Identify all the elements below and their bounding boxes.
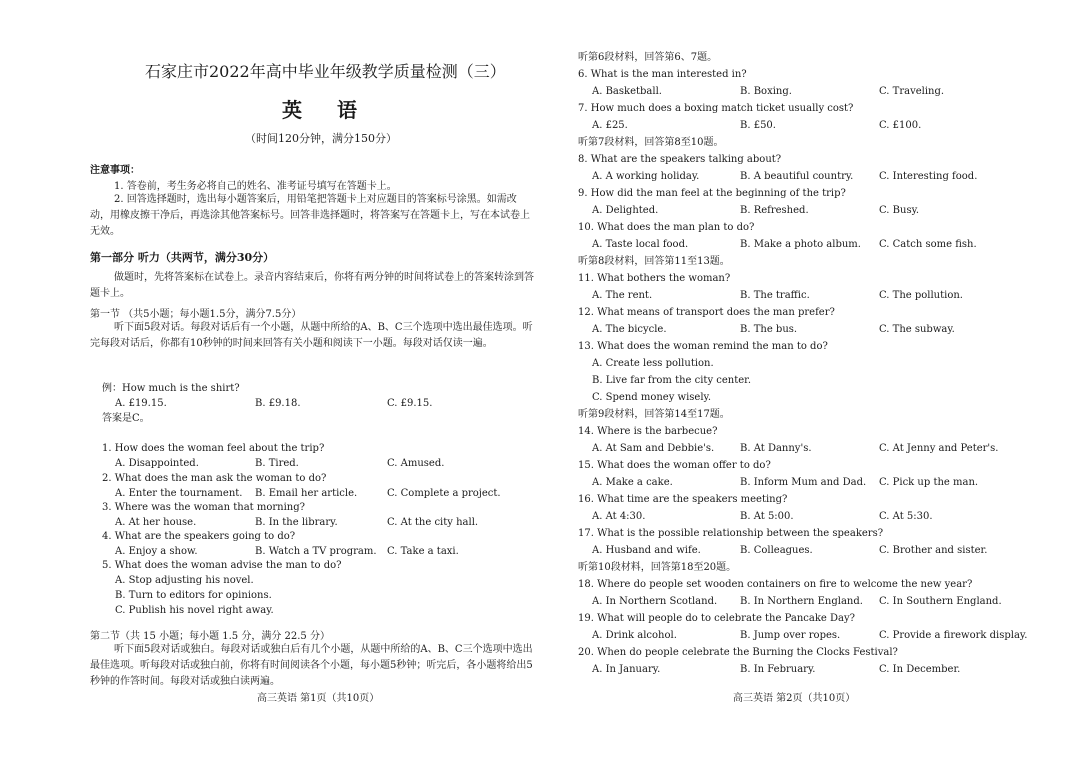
option-b: B. Jump over ropes. xyxy=(740,630,841,641)
option-a: A. In Northern Scotland. xyxy=(592,596,718,607)
material-6-heading: 听第6段材料，回答第6、7题。 xyxy=(578,52,718,63)
material-9-heading: 听第9段材料，回答第14至17题。 xyxy=(578,409,730,420)
option-a: A. Create less pollution. xyxy=(592,358,714,369)
question-text: 9. How did the man feel at the beginning of the trip? xyxy=(578,188,846,199)
option-c: C. £100. xyxy=(879,120,922,131)
material-10-heading: 听第10段材料，回答第18至20题。 xyxy=(578,562,737,573)
option-b: B. £50. xyxy=(740,120,776,131)
page-footer: 高三英语 第2页（共10页） xyxy=(733,693,856,704)
option-b: B. The traffic. xyxy=(740,290,810,301)
option-a: A. At 4:30. xyxy=(592,511,646,522)
question-text: 20. When do people celebrate the Burning the Clocks Festival? xyxy=(578,647,898,658)
option-c: C. Pick up the man. xyxy=(879,477,979,488)
question-text: 5. What does the woman advise the man to do? xyxy=(102,560,342,571)
option-c: C. Provide a firework display. xyxy=(879,630,1028,641)
option-a: A. The rent. xyxy=(592,290,653,301)
example-option-c: C. £9.15. xyxy=(387,398,433,409)
option-a: A. In January. xyxy=(592,664,661,675)
option-c: C. At 5:30. xyxy=(879,511,933,522)
option-a: A. £25. xyxy=(592,120,628,131)
option-a: A. At Sam and Debbie's. xyxy=(592,443,715,454)
option-c: C. The subway. xyxy=(879,324,955,335)
question-text: 1. How does the woman feel about the trip? xyxy=(102,443,325,454)
option-b: B. In February. xyxy=(740,664,816,675)
option-c: C. Take a taxi. xyxy=(387,546,459,557)
option-a: A. Drink alcohol. xyxy=(592,630,677,641)
exam-title: 石家庄市2022年高中毕业年级教学质量检测（三） xyxy=(145,62,506,81)
option-b: B. Make a photo album. xyxy=(740,239,861,250)
option-c: C. Brother and sister. xyxy=(879,545,988,556)
note-1: 1. 答卷前，考生务必将自己的姓名、准考证号填写在答题卡上。 xyxy=(114,181,397,192)
option-c: C. Traveling. xyxy=(879,86,945,97)
question-text: 12. What means of transport does the man prefer? xyxy=(578,307,835,318)
question-text: 6. What is the man interested in? xyxy=(578,69,747,80)
question-text: 17. What is the possible relationship between the speakers? xyxy=(578,528,884,539)
option-b: B. At 5:00. xyxy=(740,511,794,522)
example-question: 例：How much is the shirt? xyxy=(102,383,240,394)
option-c: C. Interesting food. xyxy=(879,171,978,182)
option-c: C. Spend money wisely. xyxy=(592,392,712,403)
option-b: B. The bus. xyxy=(740,324,798,335)
question-text: 16. What time are the speakers meeting? xyxy=(578,494,788,505)
option-a: A. Enter the tournament. xyxy=(115,488,243,499)
question-text: 11. What bothers the woman? xyxy=(578,273,731,284)
option-c: C. Busy. xyxy=(879,205,920,216)
section2-heading: 第二节（共 15 小题；每小题 1.5 分，满分 22.5 分） xyxy=(90,631,330,642)
section1-heading: 第一节 （共5小题；每小题1.5分，满分7.5分） xyxy=(90,309,302,320)
option-a: A. Disappointed. xyxy=(115,458,199,469)
option-b: B. Boxing. xyxy=(740,86,792,97)
option-c: C. Publish his novel right away. xyxy=(115,605,274,616)
option-b: B. Watch a TV program. xyxy=(255,546,377,557)
example-option-b: B. £9.18. xyxy=(255,398,301,409)
option-a: A. Stop adjusting his novel. xyxy=(115,575,254,586)
question-text: 15. What does the woman offer to do? xyxy=(578,460,771,471)
time-note: （时间120分钟，满分150分） xyxy=(245,132,397,145)
question-text: 10. What does the man plan to do? xyxy=(578,222,755,233)
option-a: A. Basketball. xyxy=(592,86,662,97)
part1-intro: 做题时，先将答案标在试卷上。录音内容结束后，你将有两分钟的时间将试卷上的答案转涂到答题卡上。 xyxy=(90,272,534,299)
option-a: A. Taste local food. xyxy=(592,239,689,250)
option-c: C. At Jenny and Peter's. xyxy=(879,443,999,454)
question-text: 14. Where is the barbecue? xyxy=(578,426,718,437)
exam-page-2 xyxy=(545,0,1080,764)
question-text: 19. What will people do to celebrate the Pancake Day? xyxy=(578,613,855,624)
option-b: B. Email her article. xyxy=(255,488,358,499)
option-c: C. Complete a project. xyxy=(387,488,501,499)
option-b: B. Tired. xyxy=(255,458,299,469)
option-a: A. A working holiday. xyxy=(592,171,700,182)
option-b: B. Live far from the city center. xyxy=(592,375,752,386)
option-b: B. Turn to editors for opinions. xyxy=(115,590,272,601)
material-8-heading: 听第8段材料，回答第11至13题。 xyxy=(578,256,730,267)
question-text: 8. What are the speakers talking about? xyxy=(578,154,782,165)
option-c: C. Catch some fish. xyxy=(879,239,977,250)
option-a: A. At her house. xyxy=(115,517,197,528)
option-b: B. Inform Mum and Dad. xyxy=(740,477,867,488)
option-a: A. Make a cake. xyxy=(592,477,673,488)
page-footer: 高三英语 第1页（共10页） xyxy=(257,693,380,704)
option-b: B. At Danny's. xyxy=(740,443,812,454)
note-2: 2. 回答选择题时，选出每小题答案后，用铅笔把答题卡上对应题目的答案标号涂黑。如需改动，用橡皮擦干净后，再选涂其他答案标号。回答非选择题时，将答案写在答题卡上，写在本试卷上无效。 xyxy=(90,194,530,237)
section1-intro: 听下面5段对话。每段对话后有一个小题，从题中所给的A、B、C三个选项中选出最佳选项。听完每段对话后，你都有10秒钟的时间来回答有关小题和阅读下一小题。每段对话仅读一遍。 xyxy=(90,322,533,349)
option-c: C. At the city hall. xyxy=(387,517,479,528)
option-b: B. Colleagues. xyxy=(740,545,813,556)
notes-heading: 注意事项： xyxy=(90,165,140,176)
example-answer: 答案是C。 xyxy=(102,413,150,424)
option-b: B. In Northern England. xyxy=(740,596,863,607)
option-c: C. In December. xyxy=(879,664,961,675)
question-text: 2. What does the man ask the woman to do? xyxy=(102,473,327,484)
option-c: C. Amused. xyxy=(387,458,445,469)
question-text: 7. How much does a boxing match ticket usually cost? xyxy=(578,103,854,114)
question-text: 3. Where was the woman that morning? xyxy=(102,502,306,513)
option-b: B. In the library. xyxy=(255,517,338,528)
option-c: C. In Southern England. xyxy=(879,596,1002,607)
material-7-heading: 听第7段材料，回答第8至10题。 xyxy=(578,137,724,148)
example-option-a: A. £19.15. xyxy=(115,398,167,409)
section2-intro: 听下面5段对话或独白。每段对话或独白后有几个小题，从题中所给的A、B、C三个选项中选出最佳选项。听每段对话或独白前，你将有时间阅读各个小题，每小题5秒钟；听完后，各小题将给出5秒钟的作答时间。每段对话或独白读两遍。 xyxy=(90,644,533,687)
part1-heading: 第一部分 听力（共两节，满分30分） xyxy=(90,251,275,264)
option-c: C. The pollution. xyxy=(879,290,963,301)
option-a: A. Delighted. xyxy=(592,205,659,216)
subject-title: 英 语 xyxy=(282,98,371,122)
option-a: A. Enjoy a show. xyxy=(115,546,198,557)
question-text: 18. Where do people set wooden containers on fire to welcome the new year? xyxy=(578,579,973,590)
option-a: A. Husband and wife. xyxy=(592,545,701,556)
question-text: 4. What are the speakers going to do? xyxy=(102,531,296,542)
question-text: 13. What does the woman remind the man to do? xyxy=(578,341,828,352)
option-b: B. Refreshed. xyxy=(740,205,809,216)
option-b: B. A beautiful country. xyxy=(740,171,854,182)
option-a: A. The bicycle. xyxy=(592,324,667,335)
